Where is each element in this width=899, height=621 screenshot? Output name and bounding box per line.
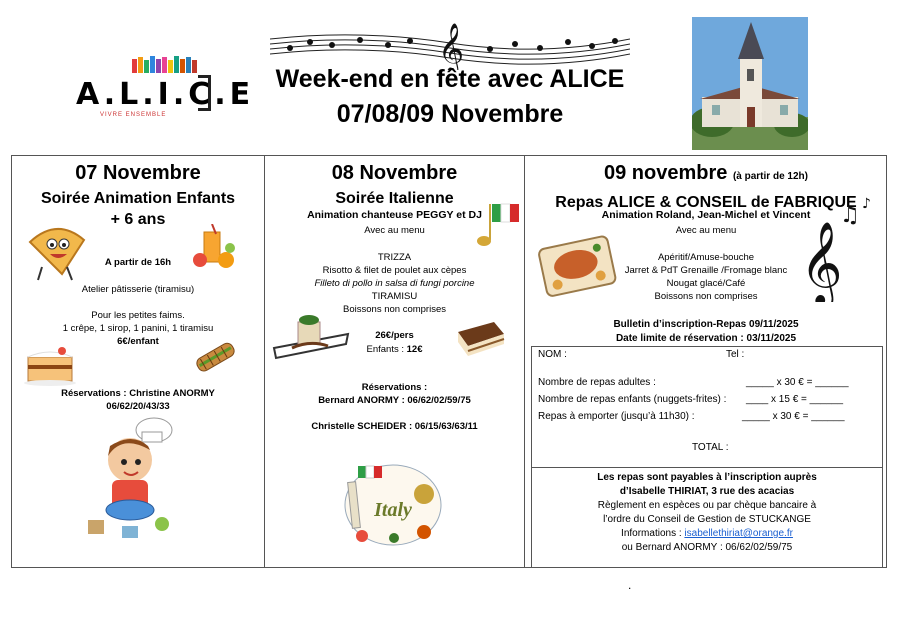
registration-deadline: Date limite de réservation : 03/11/2025 xyxy=(615,333,797,344)
day1-menu-items: 1 crêpe, 1 sirop, 1 panini, 1 tiramisu xyxy=(62,323,214,334)
tiramisu-icon xyxy=(454,316,506,365)
day3-menu-item-4: Boissons non comprises xyxy=(654,291,758,302)
day2-menu-item-1: TRIZZA xyxy=(377,252,412,263)
event-title: Week-end en fête avec ALICE xyxy=(275,65,625,93)
info-email-link[interactable]: isabellethiriat@orange.fr xyxy=(684,528,793,539)
day1-age: + 6 ans xyxy=(110,211,166,228)
day2-reservation-christelle: Christelle SCHEIDER : 06/15/63/63/11 xyxy=(311,421,478,432)
day1-reservations-phone: 06/62/20/43/33 xyxy=(106,401,170,412)
logo-wordmark: A.L.I.C.E xyxy=(76,77,255,112)
day1-menu-intro: Pour les petites faims. xyxy=(91,310,185,321)
payment-note-2: d’Isabelle THIRIAT, 3 rue des acacias xyxy=(619,486,795,497)
day2-menu-item-5: Boissons non comprises xyxy=(343,304,446,315)
day3-start-note: (à partir de 12h) xyxy=(732,171,808,182)
day1-date: 07 Novembre xyxy=(75,162,201,184)
form-takeaway-input[interactable]: _____ x 30 € = ______ xyxy=(742,411,845,422)
form-adult-meals-input[interactable]: _____ x 30 € = ______ xyxy=(746,377,849,388)
form-name-field[interactable]: NOM : xyxy=(538,349,567,360)
footer-dot: . xyxy=(628,578,632,592)
day2-animation: Animation chanteuse PEGGY et DJ xyxy=(307,209,482,221)
day3-title: Repas ALICE & CONSEIL de FABRIQUE xyxy=(555,194,857,211)
form-total[interactable]: TOTAL : xyxy=(692,442,729,453)
day3-menu-intro: Avec au menu xyxy=(675,225,737,236)
day1-start-time: A partir de 16h xyxy=(104,257,172,268)
day2-menu-item-4: TIRAMISU xyxy=(371,291,418,302)
svg-text:𝄞: 𝄞 xyxy=(800,220,843,302)
day2-menu-item-2: Risotto & filet de poulet aux cèpes xyxy=(322,265,467,276)
day1-title: Soirée Animation Enfants xyxy=(40,190,236,207)
cake-slice-icon xyxy=(24,343,80,392)
info-alt-contact: ou Bernard ANORMY : 06/62/02/59/75 xyxy=(621,542,793,553)
svg-text:♪: ♪ xyxy=(862,196,871,212)
day3-menu-item-1: Apéritif/Amuse-bouche xyxy=(657,252,755,263)
form-phone-field[interactable]: Tel : xyxy=(726,349,745,360)
day3-menu-item-2: Jarret & PdT Grenaille /Fromage blanc xyxy=(624,265,788,276)
day1-section xyxy=(12,160,264,230)
day1-price: 6€/enfant xyxy=(117,336,159,347)
day2-menu-intro: Avec au menu xyxy=(364,225,425,236)
day2-reservation-bernard: Bernard ANORMY : 06/62/02/59/75 xyxy=(318,395,471,406)
day3-menu-item-3: Nougat glacé/Café xyxy=(666,278,746,289)
day2-child-price: Enfants : 12€ xyxy=(366,344,423,355)
logo-tagline: VIVRE ENSEMBLE xyxy=(100,112,167,118)
form-child-meals-label: Nombre de repas enfants (nuggets-frites) : xyxy=(538,394,727,405)
day1-reservations: Réservations : Christine ANORMY xyxy=(61,388,215,399)
form-child-meals-input[interactable]: ____ x 15 € = ______ xyxy=(746,394,844,405)
registration-bulletin-title: Bulletin d’inscription-Repas 09/11/2025 xyxy=(613,319,799,330)
payment-note-4: l’ordre du Conseil de Gestion de STUCKANGE xyxy=(603,514,811,525)
form-takeaway-label: Repas à emporter (jusqu’à 11h30) : xyxy=(538,411,695,422)
payment-note-3: Règlement en espèces ou par chèque bancaire à xyxy=(597,500,817,511)
day2-adult-price: 26€/pers xyxy=(375,330,414,341)
svg-text:𝄞: 𝄞 xyxy=(438,23,465,70)
church-photo xyxy=(692,17,808,150)
info-line: Informations : isabellethiriat@orange.fr xyxy=(621,528,793,539)
italy-illustration xyxy=(340,460,446,555)
day3-animation: Animation Roland, Jean-Michel et Vincent xyxy=(601,209,811,221)
day1-activity: Atelier pâtisserie (tiramisu) xyxy=(81,284,195,295)
day3-date: 09 novembre xyxy=(604,162,728,184)
form-adult-meals-label: Nombre de repas adultes : xyxy=(538,377,656,388)
day2-date: 08 Novembre xyxy=(331,162,458,184)
day2-menu-item-3: Filleto di pollo in salsa di fungi porcine xyxy=(314,278,475,289)
payment-note-1: Les repas sont payables à l’inscription auprès xyxy=(597,472,817,483)
italy-word: Italy xyxy=(374,499,412,521)
child-chef-illustration xyxy=(82,416,182,546)
panini-icon xyxy=(192,338,240,383)
music-notes-icon xyxy=(800,192,880,307)
roast-dish-icon xyxy=(538,232,618,303)
event-dates: 07/08/09 Novembre xyxy=(336,100,564,128)
svg-text:♫: ♫ xyxy=(840,203,860,228)
alice-logo xyxy=(70,55,255,125)
day2-title: Soirée Italienne xyxy=(335,190,454,207)
crepe-mascot-icon xyxy=(22,222,92,287)
day2-reservations-label: Réservations : xyxy=(361,382,428,393)
registration-form xyxy=(531,346,883,568)
